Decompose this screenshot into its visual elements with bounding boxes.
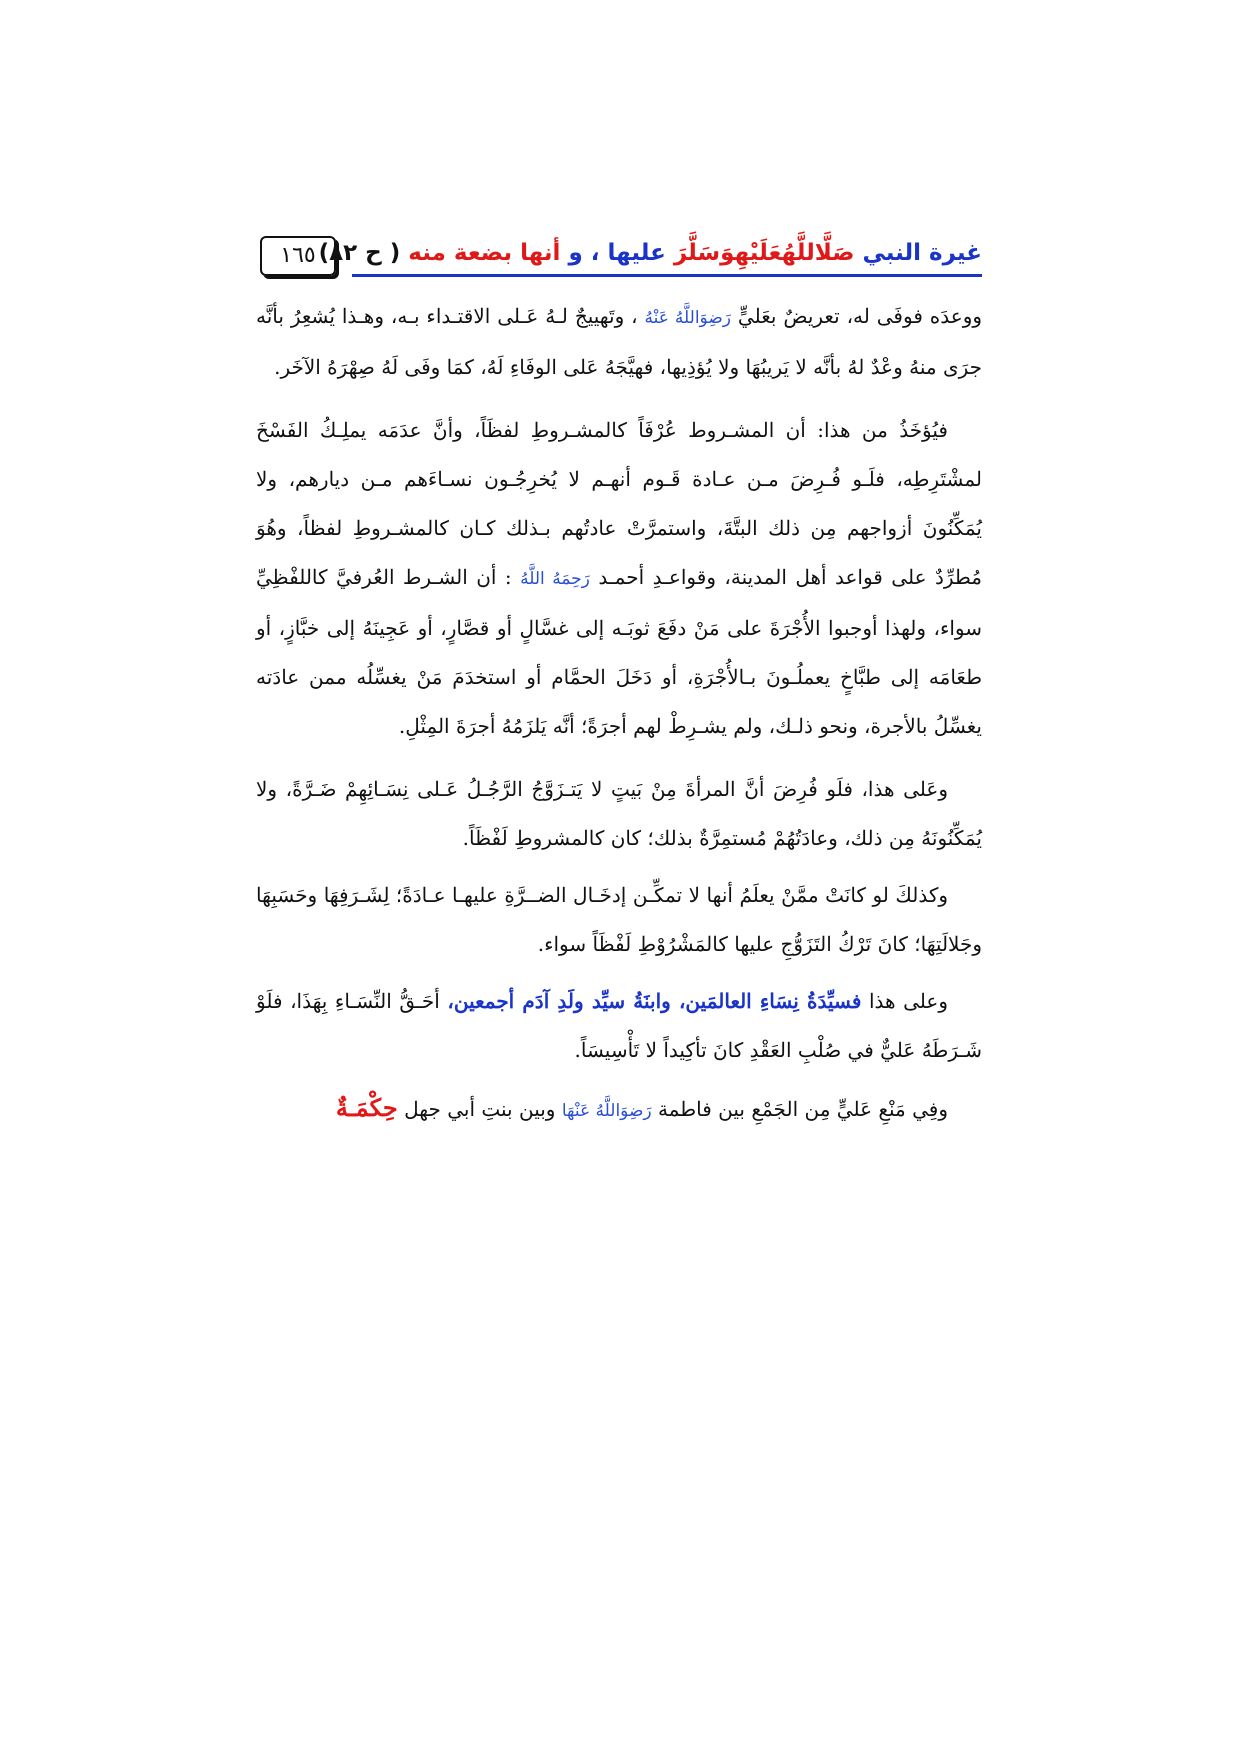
running-header <box>260 236 982 282</box>
paragraph-4-text: وكذلكَ لو كانَتْ ممَّنْ يعلَمُ أنها لا تمكِّـن إدخَـال الضــرَّةِ عليهـا عـادَةً؛ لِشَـرَفِهَا وحَسَبِهَا وجَلالَتِهَا؛ كانَ تَرْكُ التَزَوُّجِ عليها كالمَشْرُوْطِ لَفْظَاً سواء. <box>256 883 982 956</box>
honorific-ahmad: رَحِمَهُ اللَّهُ <box>520 569 590 589</box>
paragraph-2-text-b: : أن الشـرط العُرفيَّ كاللفْظِيِّ سواء، ولهذا أوجبوا الأُجْرَةَ على مَنْ دفَعَ ثوبَـه إلى غسَّالٍ أو قصَّارٍ، أو عَجِينَهُ إلى خبَّازٍ، أو طعَامَه إلى طبَّاخٍ يعملُـونَ بـالأُجْرَةِ، أو دَخَلَ الحمَّام أو استخدَمَ مَنْ يغسِّلُه ممن عادَته يغسِّلُ بالأجرة، ونحو ذلـك، ولم يشـرِطْ لهم أجرَةً؛ أنَّه يَلزَمُهُ أجرَةَ المِثْلِ. <box>256 565 982 738</box>
page-number: ١٦٥ <box>260 236 336 276</box>
paragraph-3 <box>256 765 982 863</box>
paragraph-2 <box>256 406 982 751</box>
honorific-ali: رَضِوَاللَّهُ عَنْهُ <box>644 308 731 328</box>
honorific-fatima: رَضِوَاللَّهُ عَنْهَا <box>561 1101 652 1121</box>
paragraph-1 <box>256 292 982 392</box>
paragraph-1-text-a: ووعدَه فوفَى له، تعريضٌ بعَليٍّ <box>737 304 983 328</box>
paragraph-4 <box>256 871 982 969</box>
paragraph-2-text-a: فيُؤخَذُ من هذا: أن المشـروط عُرْفَاً كالمشـروطِ لفظَاً، وأنَّ عدَمَه يملِـكُ الفَسْخَ لمشْتَرِطِه، فلَـو فُـرِضَ مـن عـادة قَـوم أنهـم لا يُخرِجُـون نسـاءَهم مـن ديارهم، ولا يُمَكِّنُونَ أزواجهم مِن ذلك البتَّةَ، واستمرَّتْ عادتُهم بـذلك كـان كالمشـروطِ لفظاً، وهُوَ مُطرِّدٌ على قواعد أهل المدينة، وقواعـدِ أحمـد <box>256 418 983 589</box>
paragraph-5 <box>256 977 982 1075</box>
header-honorific: صَلَّاللَّهُعَلَيْهِوَسَلَّرَ <box>673 240 855 266</box>
header-title-part2: عليها ، و <box>568 240 666 266</box>
paragraph-6-text-b: وبين بنتِ أبي جهل <box>404 1097 556 1121</box>
paragraph-1-text-b: ، وتَهييجٌ لـهُ عَـلى الاقتـداء بـه، وهـذا يُشعِرُ بأنَّه جرَى منهُ وعْدٌ لهُ بأنَّه لا يَريبُهَا ولا يُؤذِيها، فهيَّجَهُ عَلى الوفَاءِ لَهُ، كمَا وفَى لَهُ صِهْرَهُ الآخَر. <box>256 304 982 379</box>
paragraph-5-text-b: أحَـقُّ النِّسَـاءِ بِهَذَا، فلَوْ شَـرَطَهُ عَليٌّ في صُلْبِ العَقْدِ كانَ تأكِيداً لا تَأْسِيسَاً. <box>256 989 982 1062</box>
header-hadith-ref: ( ح ٨٢) <box>318 240 401 266</box>
header-title-part3: أنها بضعة منه <box>408 240 561 266</box>
paragraph-6 <box>256 1083 982 1136</box>
header-title <box>319 240 982 266</box>
paragraph-5-text-a: وعلى هذا <box>868 989 948 1013</box>
paragraph-6-keyword: حِكْمَـةٌ <box>335 1093 398 1122</box>
paragraph-6-text-a: وفِي مَنْعِ عَليٍّ مِن الجَمْعِ بين فاطمة <box>657 1097 948 1121</box>
body-text <box>256 292 982 1136</box>
header-title-part1: غيرة النبي <box>862 240 982 266</box>
paragraph-5-highlight: فسيِّدَةُ نِسَاءِ العالمَين، وابنَةُ سيِّد ولَدِ آدَم أجمعين، <box>447 989 862 1013</box>
header-underline <box>352 274 982 277</box>
paragraph-3-text: وعَلى هذا، فلَو فُرِضَ أنَّ المرأةَ مِنْ بَيتٍ لا يَتـزَوَّجُ الرَّجُـلُ عَـلى نِسَـائِهِمْ ضَـرَّةً، ولا يُمَكِّنُونَهُ مِن ذلك، وعادَتُهُمْ مُستمِرَّةٌ بذلك؛ كان كالمشروطِ لَفْظَاً. <box>256 777 982 850</box>
